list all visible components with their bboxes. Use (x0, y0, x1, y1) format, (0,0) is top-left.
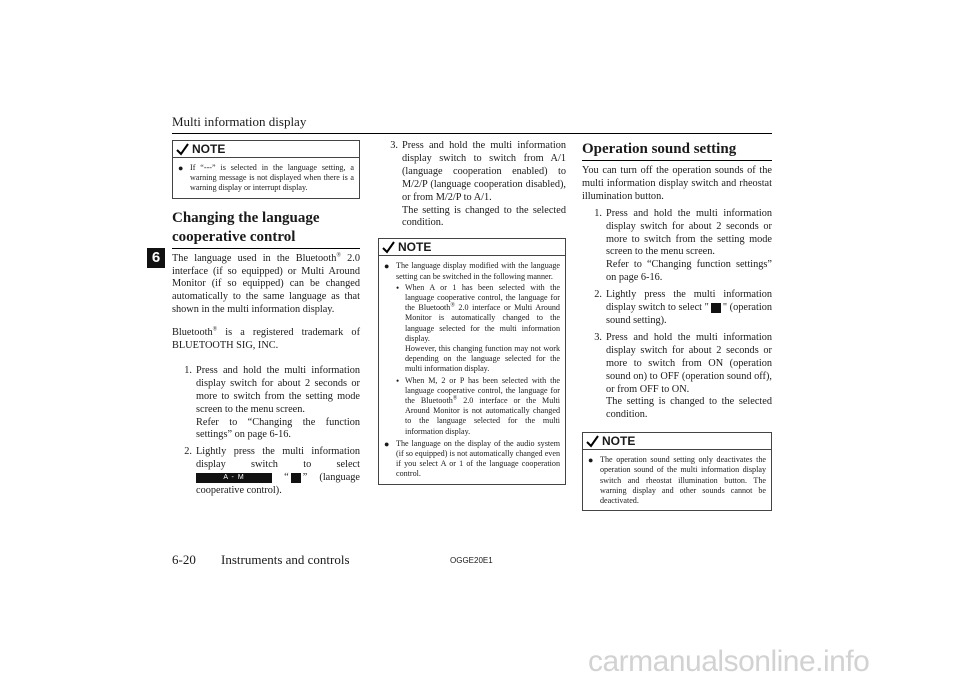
note-box (582, 432, 772, 511)
note-subbullet: • When M, 2 or P has been selected with the language cooperative control, the language for the Bluetooth® 2.0 interface or the Multi Around Monitor is not automatically changed to the language selected for the multi information display. (396, 375, 560, 436)
note-bullet: ● The language display modified with the language setting can be switched in the following manner. • When A or 1 has been selected with the language cooperative control, the language for the Bluetooth® 2.0 interface or Multi Around Monitor is automatically changed to the language selected for the multi information display. However, this changing function may not work depending on the language selected for the multi information display. • When M, 2 or P has been selected with the language cooperative control, the language for the Bluetooth® 2.0 interface or the Multi Around Monitor is not automatically changed to the language selected for the multi information display. (384, 261, 560, 436)
column-middle (378, 140, 566, 493)
pencil-check-icon (176, 143, 189, 156)
operation-sound-icon (711, 303, 721, 313)
bullet-icon: ● (588, 455, 594, 466)
section-tab: 6 (147, 248, 165, 268)
lcd-display-icon: A - M (196, 473, 272, 483)
paragraph: The language used in the Bluetooth® 2.0 interface (if so equipped) or Multi Around Monitor (if so equipped) can be changed automatically to the same language as that shown in the multi information display. (172, 252, 360, 316)
bullet-icon: ● (384, 438, 390, 449)
paragraph: You can turn off the operation sounds of the multi information display switch and rheostat illumination button. (582, 165, 772, 202)
column-right (582, 140, 772, 519)
step-item: 2. Lightly press the multi information display switch to select " " (operation sound setting). (594, 289, 773, 326)
step-item: 3. Press and hold the multi information display switch for about 2 seconds or more to switch from ON (operation sound on) to OFF (operation sound off), or from OFF to ON. The setting is changed to the selected condition. (594, 331, 772, 421)
document-code: OGGE20E1 (450, 556, 493, 565)
section-heading: Operation sound setting (582, 140, 772, 161)
note-label: NOTE (398, 239, 432, 254)
watermark: carmanualsonline.info (588, 645, 870, 678)
pencil-check-icon (586, 435, 599, 448)
note-label: NOTE (192, 141, 226, 156)
note-header (173, 141, 359, 158)
note-bullet: ● The operation sound setting only deactivates the operation sound of the multi information display switch and rheostat illumination button. The warning display and other sounds cannot be deactivated. (588, 455, 766, 506)
note-header (583, 433, 771, 450)
header-rule (172, 133, 772, 134)
bullet-icon: ● (384, 261, 390, 272)
note-subbullet: • When A or 1 has been selected with the language cooperative control, the language for the Bluetooth® 2.0 interface or Multi Around Monitor is automatically changed to the language selected for the multi information display. However, this changing function may not work depending on the language selected for the multi information display. (396, 282, 560, 374)
note-box (172, 140, 360, 199)
language-icon (291, 473, 301, 483)
running-header: Multi information display (172, 114, 307, 129)
step-item: 3. Press and hold the multi information display switch to switch from A/1 (language cooperation enabled) to M/2/P (language cooperation disabled), or from M/2/P to A/1. The setting is changed to the selected condition. (390, 140, 566, 229)
note-box (378, 238, 566, 484)
page-number: 6-20 (172, 552, 196, 567)
note-header (379, 239, 565, 256)
note-label: NOTE (602, 433, 636, 448)
note-bullet (178, 163, 354, 194)
footer-section: Instruments and controls (221, 552, 350, 567)
bullet-icon: ● (178, 163, 184, 173)
step-item: 2. Lightly press the multi information display switch to select A - M “ ” (language cooperative control). (184, 446, 360, 497)
column-left (172, 140, 360, 498)
section-heading: Changing the language cooperative control (172, 209, 360, 249)
note-text: If “---” is selected in the language setting, a warning message is not displayed when there is a warning display or interrupt display. (190, 163, 354, 193)
pencil-check-icon (382, 241, 395, 254)
paragraph: Bluetooth® is a registered trademark of BLUETOOTH SIG, INC. (172, 326, 360, 352)
step-item: 1. Press and hold the multi information display switch for about 2 seconds or more to switch from the setting mode screen to the menu screen. Refer to “Changing the function settings” on page 6-16. (184, 364, 360, 441)
note-bullet: ● The language on the display of the audio system (if so equipped) is not automatically changed even if you select A or 1 of the language cooperation control. (384, 438, 560, 479)
step-item: 1. Press and hold the multi information display switch for about 2 seconds or more to switch from the setting mode screen to the menu screen. Refer to “Changing function settings” on page 6-16. (594, 207, 772, 284)
